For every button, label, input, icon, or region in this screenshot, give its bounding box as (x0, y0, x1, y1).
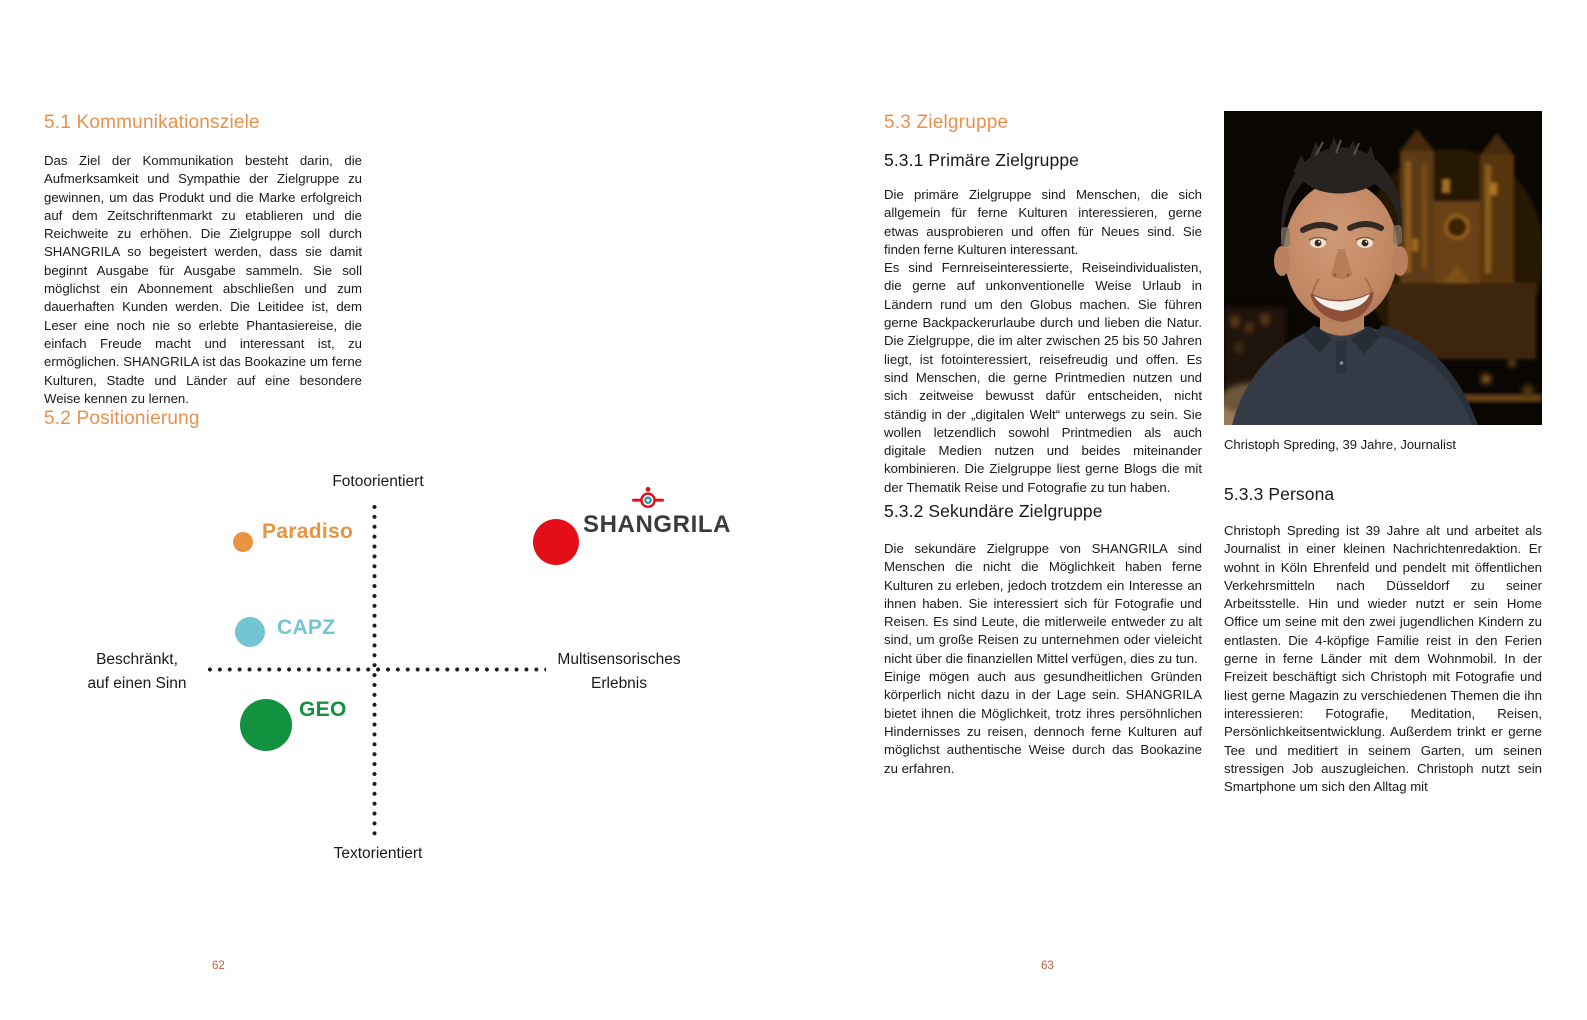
chart-point-capz (235, 617, 265, 647)
section-heading-positionierung: 5.2 Positionierung (44, 408, 200, 429)
primaere-paragraph-1: Die primäre Zielgruppe sind Menschen, die sich allgemein für ferne Kulturen interessieren, gerne etwas ausprobieren und offen für Neues sind. Sie finden ferne Kulturen interessant. (884, 187, 1202, 257)
persona-photo-illustration (1224, 111, 1542, 425)
sekundaere-paragraph-1: Die sekundäre Zielgruppe von SHANGRILA sind Menschen die nicht die Möglichkeit haben ferne Kulturen zu erleben, jedoch trotzdem ein Interesse an ihnen haben. Sie interessiert sich für Fotografie und Reisen. Es sind Leute, die mitlerweile entweder zu alt sind, um große Reisen zu unternehmen oder vieleicht nicht über die finanziellen Mittel verfügen, dies zu tun. (884, 541, 1202, 666)
photo-caption: Christoph Spreding, 39 Jahre, Journalist (1224, 437, 1456, 452)
right-page (793, 0, 1587, 1020)
chart-point-label-geo: GEO (299, 698, 347, 721)
section-heading-zielgruppe: 5.3 Zielgruppe (884, 112, 1009, 133)
shangrila-eye-icon (632, 486, 664, 510)
chart-point-label-paradiso: Paradiso (262, 520, 354, 543)
axis-label-left-line1: Beschränkt, (96, 651, 178, 668)
primaere-paragraph-2: Es sind Fernreiseinteressierte, Reiseindividualisten, die gerne auf unkonventionelle Weise Urlaub in Ländern rund um den Globus machen. Sie führen gerne Backpackerurlaube durch und lieben die Natur. Die Zielgruppe, die im alter zwischen 25 bis 50 Jahren liegt, ist fotointeressiert, reisefreudig und offen. Es sind Menschen, die gerne Printmedien nutzen und sich zeitweise bewusst dafür entscheiden, nicht ständig in der „digitalen Welt“ unterwegs zu sein. Sie wollen letzendlich sowohl Printmedien als auch digitale Medien nutzen und beides miteinander kombinieren. Die Zielgruppe liest gerne Blogs die mit der Thematik Reise und Fotografie zu tun haben. (884, 260, 1202, 495)
shangrila-logo-text: SHANGRILA (583, 511, 732, 538)
section-heading-kommunikationsziele: 5.1 Kommunikationsziele (44, 112, 260, 133)
axis-label-bottom: Textorientiert (333, 845, 423, 862)
page-number-left: 62 (212, 960, 225, 972)
chart-point-shangrila (533, 519, 579, 565)
persona-body: Christoph Spreding ist 39 Jahre alt und arbeitet als Journalist in einer kleinen Nachrichtenredaktion. Er wohnt in Köln Ehrenfeld und pendelt mit öffentlichen Verkehrsmitteln nach Düsseldorf zu seiner Arbeitsstelle. Hin und wieder nutzt er sein Home Office um seine mit den zwei jugendlichen Kindern zu entlasten. Die 4-köpfige Familie reist in den Ferien gerne in ferne Länder mit dem Wohnmobil. In der Freizeit beschäftigt sich Christoph mit Fotografie und liest gerne Magazin zu verschiedenen Themen die ihn interessieren: Fotografie, Meditation, Reisen, Persönlichkeitsentwicklung. Außerdem trinkt er gerne Tee und meditiert in seinem Garten, um seinen stressigen Job auszugleichen. Christoph nutzt sein Smartphone um sich den Alltag mit (1224, 523, 1542, 795)
chart-point-paradiso (233, 532, 253, 552)
axis-label-left-line2: auf einen Sinn (87, 675, 187, 692)
sekundaere-paragraph-2: Einige mögen auch aus gesundheitlichen Gründen körperlich nicht dazu in der Lage sein. SHANGRILA bietet ihnen die Möglichkeit, trotz ihres persöhnlichen Hindernisses zu reisen, dennoch ferne Kulturen auf möglichst authentische Weise durch das Bookazine zu erfahren. (884, 669, 1202, 776)
axis-label-right-line1: Multisensorisches (557, 651, 681, 668)
positioning-chart (0, 0, 793, 1020)
left-page (0, 0, 793, 1020)
subheading-persona: 5.3.3 Persona (1224, 484, 1335, 504)
chart-point-geo (240, 699, 292, 751)
axis-label-top: Fotoorientiert (332, 473, 424, 490)
primaere-zielgruppe-body (884, 186, 1202, 497)
kommunikationsziele-body: Das Ziel der Kommunikation besteht darin, die Aufmerksamkeit und Sympathie der Zielgruppe zu gewinnen, um das Produkt und die Marke erfolgreich auf dem Zeitschriftenmarkt zu etablieren und die Reichweite zu erhöhen. Die Zielgruppe soll durch SHANGRILA so begeistert werden, dass sie damit beginnt Ausgabe für Ausgabe sammeln. Sie soll möglichst ein Abonnement abschließen und zum dauerhaften Kunden werden. Die Leitidee ist, dem Leser eine noch nie so erlebte Phantasiereise, die einfach Freude macht und interessant ist, zu ermöglichen. SHANGRILA ist das Bookazine um ferne Kulturen, Stadte und Länder auf eine besondere Weise kennen zu lernen. (44, 153, 362, 406)
subheading-primaere-zielgruppe: 5.3.1 Primäre Zielgruppe (884, 150, 1079, 170)
chart-point-label-capz: CAPZ (277, 616, 336, 639)
page-number-right: 63 (1041, 960, 1054, 972)
axis-label-right-line2: Erlebnis (591, 675, 647, 692)
persona-photo (1224, 111, 1542, 425)
subheading-sekundaere-zielgruppe: 5.3.2 Sekundäre Zielgruppe (884, 501, 1103, 521)
shangrila-logo (583, 486, 732, 539)
sekundaere-zielgruppe-body (884, 540, 1202, 778)
